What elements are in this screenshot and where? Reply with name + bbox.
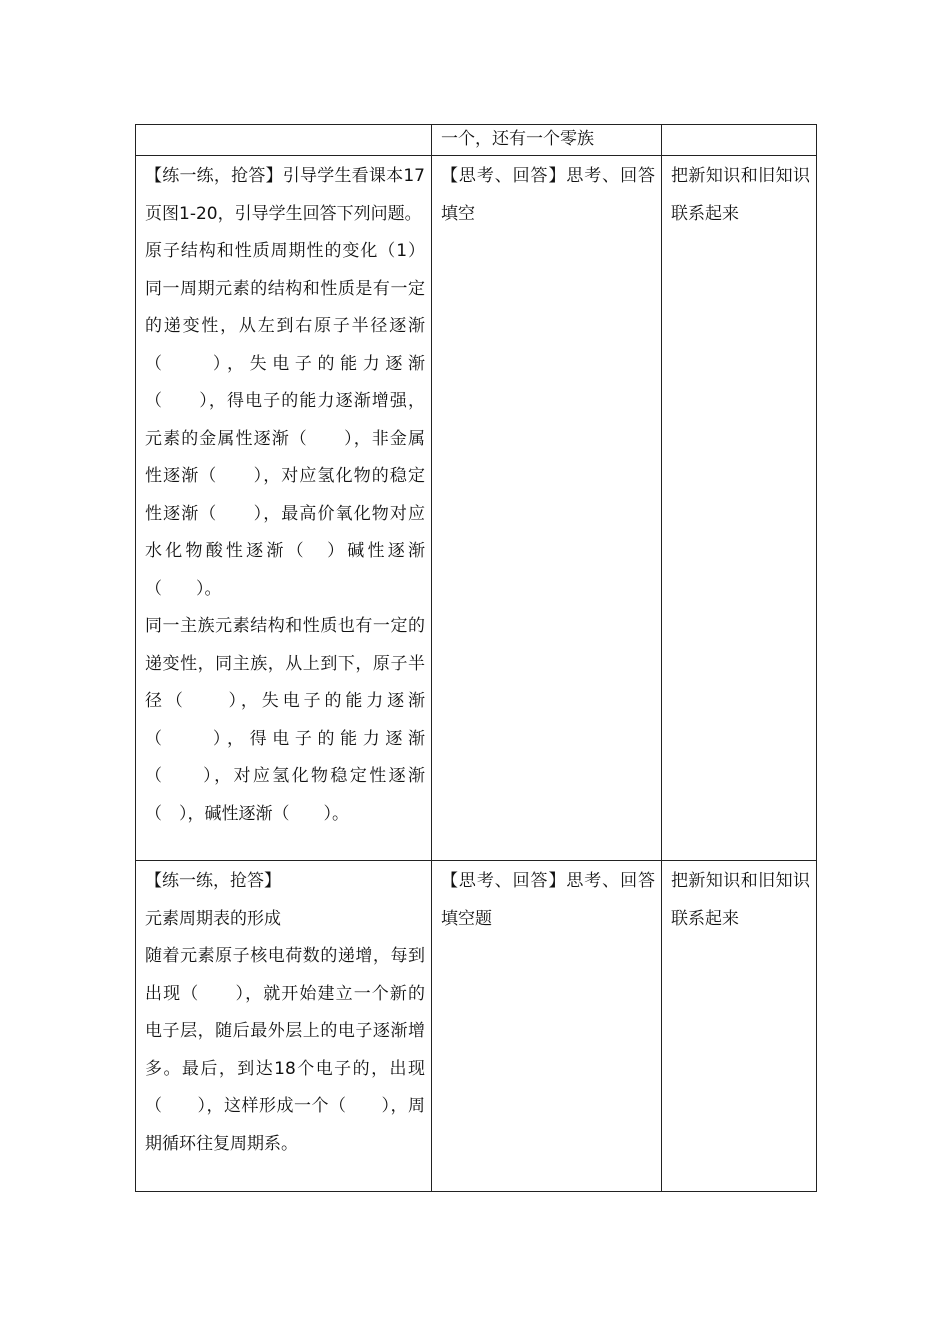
table-row: [136, 861, 817, 1192]
teacher-activity-paragraph: 随着元素原子核电荷数的递增，每到出现（ ），就开始建立一个新的电子层，随后最外层上的电子逐渐增多。最后，到达18个电子的，出现（ ），这样形成一个（ ），周期循环往复周期系。: [145, 946, 425, 1154]
student-activity-text: 一个，还有一个零族: [441, 129, 594, 149]
student-activity-cell: [432, 156, 662, 861]
teacher-activity-paragraph: 元素周期表的形成: [145, 908, 281, 929]
teacher-activity-paragraph: 同一主族元素结构和性质也有一定的递变性，同主族，从上到下，原子半径（ ），失电子的能力逐渐（ ），得电子的能力逐渐（ ），对应氢化物稳定性逐渐（ ），碱性逐渐（ ）。: [145, 616, 425, 824]
table-row: [136, 125, 817, 156]
student-activity-text: 【思考、回答】思考、回答填空: [441, 166, 655, 224]
lesson-plan-table: [135, 124, 817, 1192]
teacher-activity-cell: [136, 861, 432, 1192]
student-activity-text: 【思考、回答】思考、回答填空题: [441, 871, 655, 929]
design-intent-cell: [662, 156, 817, 861]
design-intent-text: 把新知识和旧知识联系起来: [671, 166, 810, 224]
teacher-activity-cell: [136, 125, 432, 156]
design-intent-text: 把新知识和旧知识联系起来: [671, 871, 810, 929]
table-row: [136, 156, 817, 861]
teacher-activity-paragraph: 【练一练，抢答】: [145, 871, 281, 891]
design-intent-cell: [662, 125, 817, 156]
student-activity-cell: [432, 125, 662, 156]
teacher-activity-cell: [136, 156, 432, 861]
student-activity-cell: [432, 861, 662, 1192]
teacher-activity-paragraph: 【练一练，抢答】引导学生看课本17页图1-20，引导学生回答下列问题。: [145, 166, 425, 224]
teacher-activity-paragraph: 原子结构和性质周期性的变化（1）同一周期元素的结构和性质是有一定的递变性，从左到右原子半径逐渐（ ），失电子的能力逐渐（ ），得电子的能力逐渐增强，元素的金属性逐渐（ ），非金属性逐渐（ ），对应氢化物的稳定性逐渐（ ），最高价氧化物对应水化物酸性逐渐（ ）碱性逐渐（ ）。: [145, 241, 425, 599]
design-intent-cell: [662, 861, 817, 1192]
